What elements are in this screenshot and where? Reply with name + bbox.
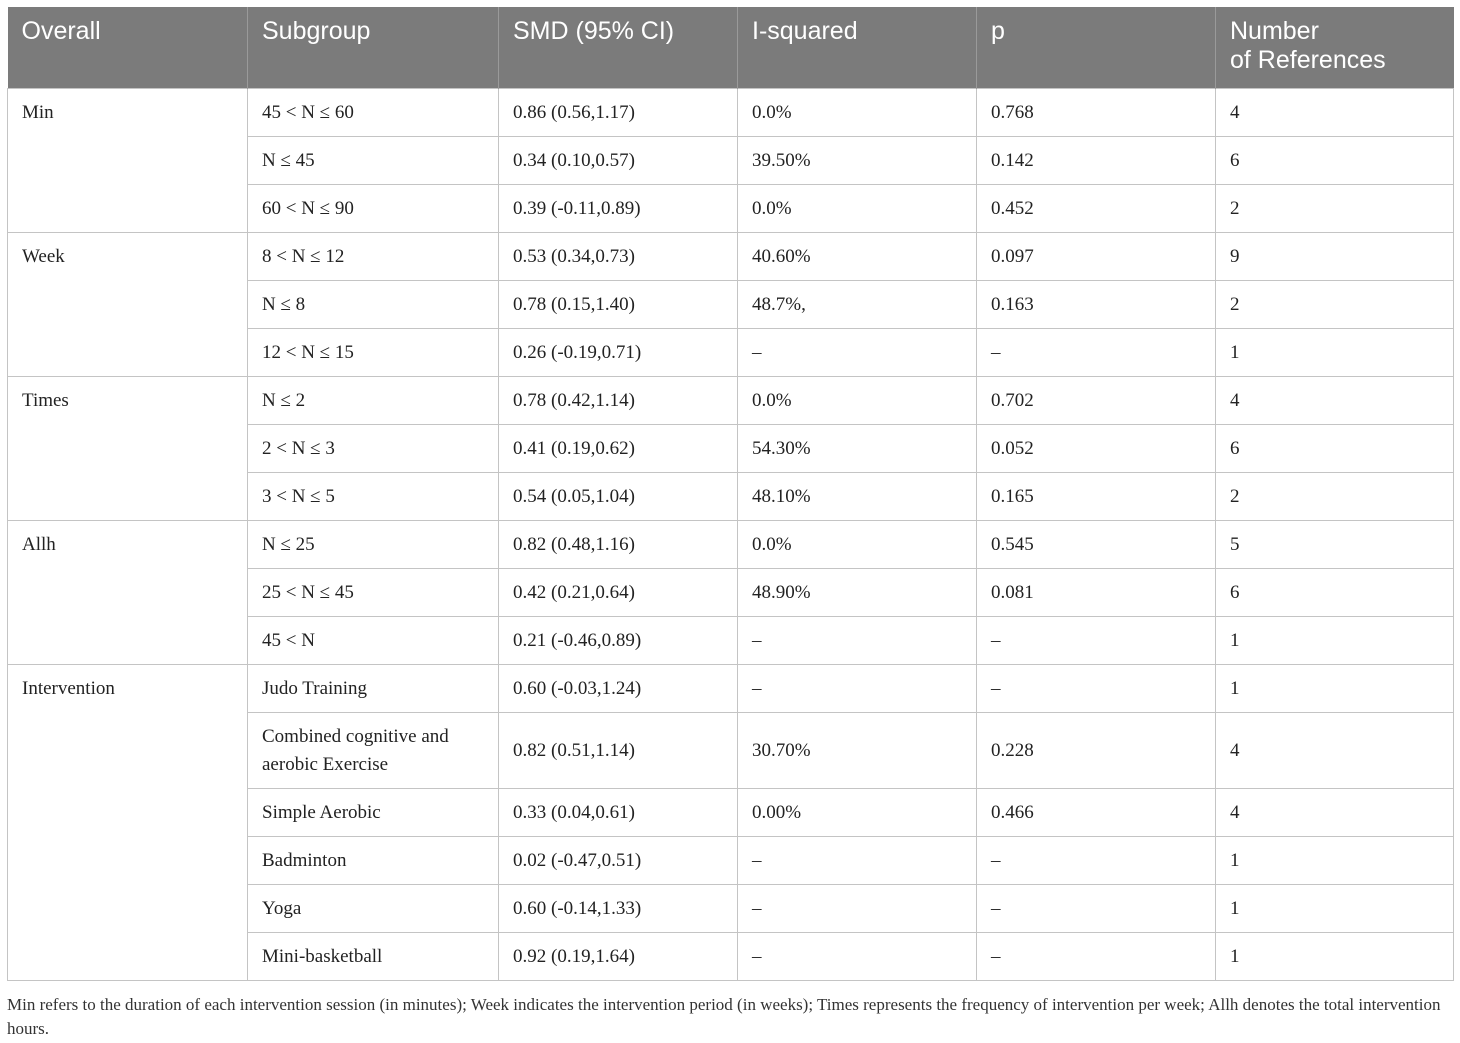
i-squared-cell: 0.00% [738,789,977,837]
header-subgroup: Subgroup [248,7,499,89]
subgroup-cell: Mini-basketball [248,933,499,981]
subgroup-cell: Judo Training [248,665,499,713]
i-squared-cell: – [738,665,977,713]
smd-cell: 0.21 (-0.46,0.89) [499,617,738,665]
subgroup-cell: 45 < N ≤ 60 [248,89,499,137]
header-p: p [977,7,1216,89]
smd-cell: 0.33 (0.04,0.61) [499,789,738,837]
p-value-cell: 0.702 [977,377,1216,425]
p-value-cell: 0.081 [977,569,1216,617]
p-value-cell: 0.097 [977,233,1216,281]
references-cell: 1 [1216,933,1454,981]
p-value-cell: 0.545 [977,521,1216,569]
smd-cell: 0.42 (0.21,0.64) [499,569,738,617]
subgroup-cell: N ≤ 25 [248,521,499,569]
p-value-cell: – [977,329,1216,377]
table-row [8,89,1454,137]
i-squared-cell: – [738,885,977,933]
subgroup-cell: 45 < N [248,617,499,665]
i-squared-cell: 48.7%, [738,281,977,329]
group-label-intervention: Intervention [8,665,248,981]
references-cell: 1 [1216,837,1454,885]
references-cell: 2 [1216,185,1454,233]
smd-cell: 0.82 (0.51,1.14) [499,713,738,789]
i-squared-cell: – [738,933,977,981]
smd-cell: 0.02 (-0.47,0.51) [499,837,738,885]
i-squared-cell: – [738,617,977,665]
smd-cell: 0.78 (0.42,1.14) [499,377,738,425]
references-cell: 6 [1216,425,1454,473]
header-smd: SMD (95% CI) [499,7,738,89]
header-i-squared: I-squared [738,7,977,89]
smd-cell: 0.53 (0.34,0.73) [499,233,738,281]
group-label-times: Times [8,377,248,521]
p-value-cell: 0.052 [977,425,1216,473]
table-row [8,233,1454,281]
references-cell: 6 [1216,569,1454,617]
group-label-allh: Allh [8,521,248,665]
subgroup-cell: N ≤ 2 [248,377,499,425]
p-value-cell: – [977,837,1216,885]
references-cell: 1 [1216,885,1454,933]
references-cell: 9 [1216,233,1454,281]
p-value-cell: 0.165 [977,473,1216,521]
table-row [8,377,1454,425]
i-squared-cell: – [738,837,977,885]
smd-cell: 0.39 (-0.11,0.89) [499,185,738,233]
p-value-cell: – [977,933,1216,981]
smd-cell: 0.41 (0.19,0.62) [499,425,738,473]
references-cell: 2 [1216,473,1454,521]
subgroup-cell: Simple Aerobic [248,789,499,837]
subgroup-cell: 60 < N ≤ 90 [248,185,499,233]
smd-cell: 0.60 (-0.03,1.24) [499,665,738,713]
i-squared-cell: – [738,329,977,377]
i-squared-cell: 40.60% [738,233,977,281]
smd-cell: 0.86 (0.56,1.17) [499,89,738,137]
references-cell: 1 [1216,665,1454,713]
group-label-week: Week [8,233,248,377]
header-row [8,7,1454,89]
smd-cell: 0.54 (0.05,1.04) [499,473,738,521]
subgroup-cell: 8 < N ≤ 12 [248,233,499,281]
subgroup-cell: 25 < N ≤ 45 [248,569,499,617]
i-squared-cell: 30.70% [738,713,977,789]
references-cell: 4 [1216,377,1454,425]
references-cell: 1 [1216,329,1454,377]
p-value-cell: – [977,885,1216,933]
subgroup-cell: Badminton [248,837,499,885]
p-value-cell: – [977,617,1216,665]
p-value-cell: 0.142 [977,137,1216,185]
subgroup-cell: Yoga [248,885,499,933]
i-squared-cell: 0.0% [738,89,977,137]
group-label-min: Min [8,89,248,233]
header-refs-line2: of References [1230,46,1386,74]
table-footnote: Min refers to the duration of each intervention session (in minutes); Week indicates the intervention period (in weeks); Times represents the frequency of intervention per week; Allh denotes the total intervention hours. [7,995,1441,1038]
references-cell: 5 [1216,521,1454,569]
p-value-cell: 0.452 [977,185,1216,233]
i-squared-cell: 48.10% [738,473,977,521]
table-row [8,521,1454,569]
p-value-cell: 0.466 [977,789,1216,837]
subgroup-cell [248,713,499,789]
header-refs-line1: Number [1230,17,1319,45]
p-value-cell: 0.228 [977,713,1216,789]
i-squared-cell: 0.0% [738,185,977,233]
p-value-cell: 0.163 [977,281,1216,329]
subgroup-cell: 12 < N ≤ 15 [248,329,499,377]
p-value-cell: – [977,665,1216,713]
references-cell: 2 [1216,281,1454,329]
i-squared-cell: 39.50% [738,137,977,185]
references-cell: 4 [1216,789,1454,837]
subgroup-cell: N ≤ 45 [248,137,499,185]
smd-cell: 0.34 (0.10,0.57) [499,137,738,185]
i-squared-cell: 0.0% [738,521,977,569]
subgroup-cell: N ≤ 8 [248,281,499,329]
subgroup-cell: 2 < N ≤ 3 [248,425,499,473]
smd-cell: 0.78 (0.15,1.40) [499,281,738,329]
subgroup-cell: 3 < N ≤ 5 [248,473,499,521]
i-squared-cell: 54.30% [738,425,977,473]
subgroup-analysis-table [7,7,1454,981]
header-number-of-references [1216,7,1454,89]
smd-cell: 0.60 (-0.14,1.33) [499,885,738,933]
references-cell: 1 [1216,617,1454,665]
references-cell: 4 [1216,713,1454,789]
references-cell: 4 [1216,89,1454,137]
subgroup-line2: aerobic Exercise [262,753,389,775]
i-squared-cell: 48.90% [738,569,977,617]
i-squared-cell: 0.0% [738,377,977,425]
smd-cell: 0.26 (-0.19,0.71) [499,329,738,377]
table-row [8,665,1454,713]
header-overall: Overall [8,7,248,89]
references-cell: 6 [1216,137,1454,185]
smd-cell: 0.92 (0.19,1.64) [499,933,738,981]
p-value-cell: 0.768 [977,89,1216,137]
subgroup-line1: Combined cognitive and [262,725,449,747]
smd-cell: 0.82 (0.48,1.16) [499,521,738,569]
